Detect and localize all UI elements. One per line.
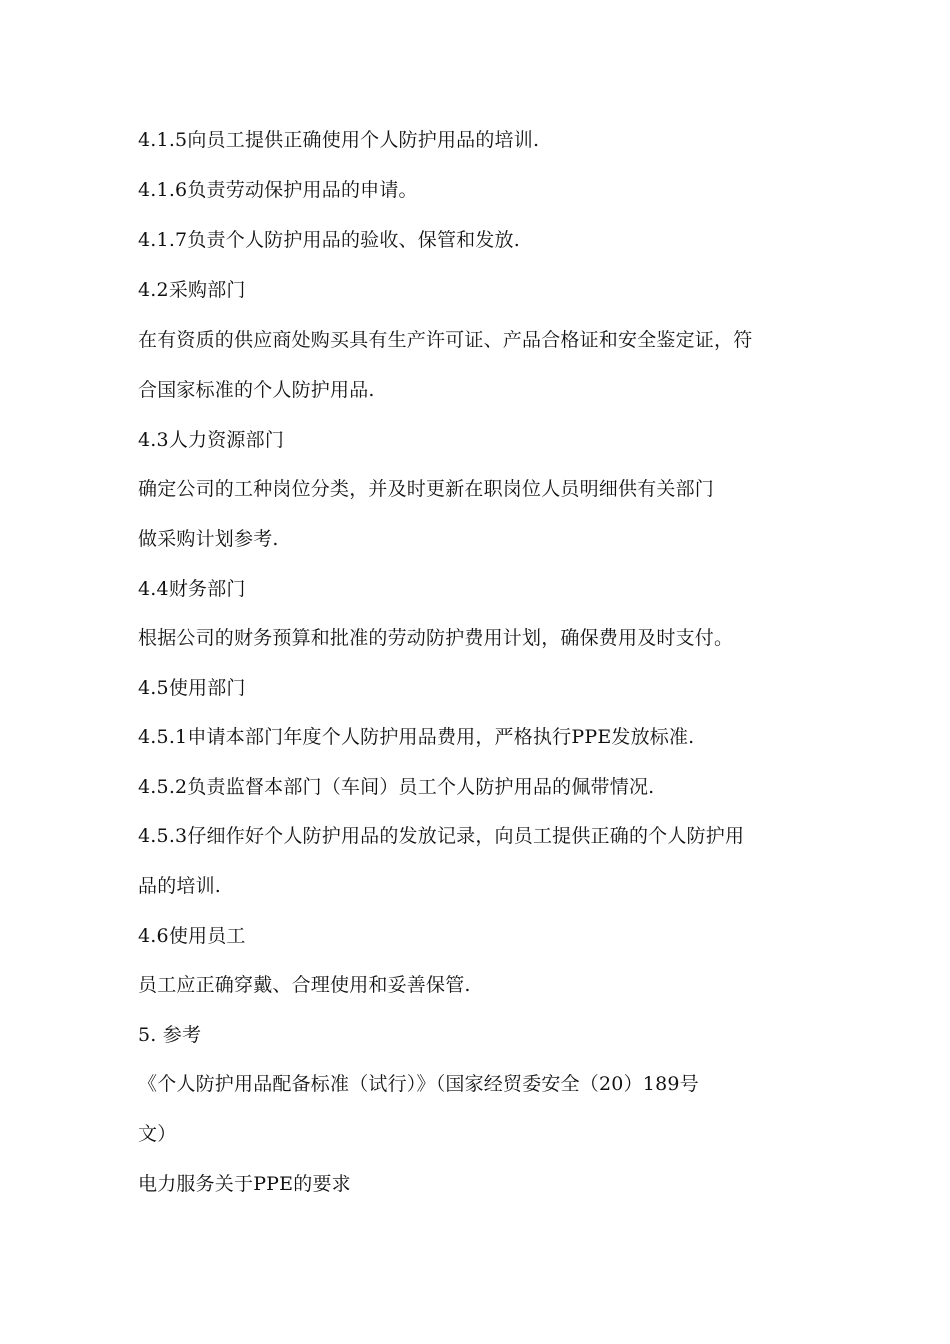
paragraph-line: 做采购计划参考. bbox=[138, 528, 279, 550]
text-line-4-5-1: 4.5.1申请本部门年度个人防护用品费用，严格执行PPE发放标准. bbox=[138, 726, 695, 748]
reference-line: 电力服务关于PPE的要求 bbox=[138, 1173, 351, 1195]
paragraph-line: 确定公司的工种岗位分类，并及时更新在职岗位人员明细供有关部门 bbox=[138, 478, 715, 500]
text-line-4-1-6: 4.1.6负责劳动保护用品的申请。 bbox=[138, 179, 418, 201]
reference-line: 《个人防护用品配备标准（试行）》（国家经贸委安全（20）189号 bbox=[138, 1073, 699, 1095]
paragraph-line: 员工应正确穿戴、合理使用和妥善保管. bbox=[138, 974, 471, 996]
section-heading-4-2: 4.2采购部门 bbox=[138, 279, 246, 301]
reference-line: 文） bbox=[138, 1123, 177, 1145]
section-heading-4-3: 4.3人力资源部门 bbox=[138, 429, 285, 451]
text-line-4-1-5: 4.1.5向员工提供正确使用个人防护用品的培训. bbox=[138, 129, 540, 151]
text-line-4-1-7: 4.1.7负责个人防护用品的验收、保管和发放. bbox=[138, 229, 520, 251]
text-line-4-5-2: 4.5.2负责监督本部门（车间）员工个人防护用品的佩带情况. bbox=[138, 776, 655, 798]
text-line-4-5-3: 4.5.3仔细作好个人防护用品的发放记录，向员工提供正确的个人防护用 bbox=[138, 825, 745, 847]
paragraph-line: 合国家标准的个人防护用品. bbox=[138, 379, 375, 401]
section-heading-4-6: 4.6使用员工 bbox=[138, 925, 246, 947]
paragraph-line: 在有资质的供应商处购买具有生产许可证、产品合格证和安全鉴定证，符 bbox=[138, 329, 753, 351]
paragraph-line: 根据公司的财务预算和批准的劳动防护费用计划，确保费用及时支付。 bbox=[138, 627, 734, 649]
section-heading-4-4: 4.4财务部门 bbox=[138, 578, 246, 600]
section-heading-4-5: 4.5使用部门 bbox=[138, 677, 246, 699]
paragraph-line: 品的培训. bbox=[138, 875, 222, 897]
section-heading-5: 5. 参考 bbox=[138, 1024, 202, 1046]
